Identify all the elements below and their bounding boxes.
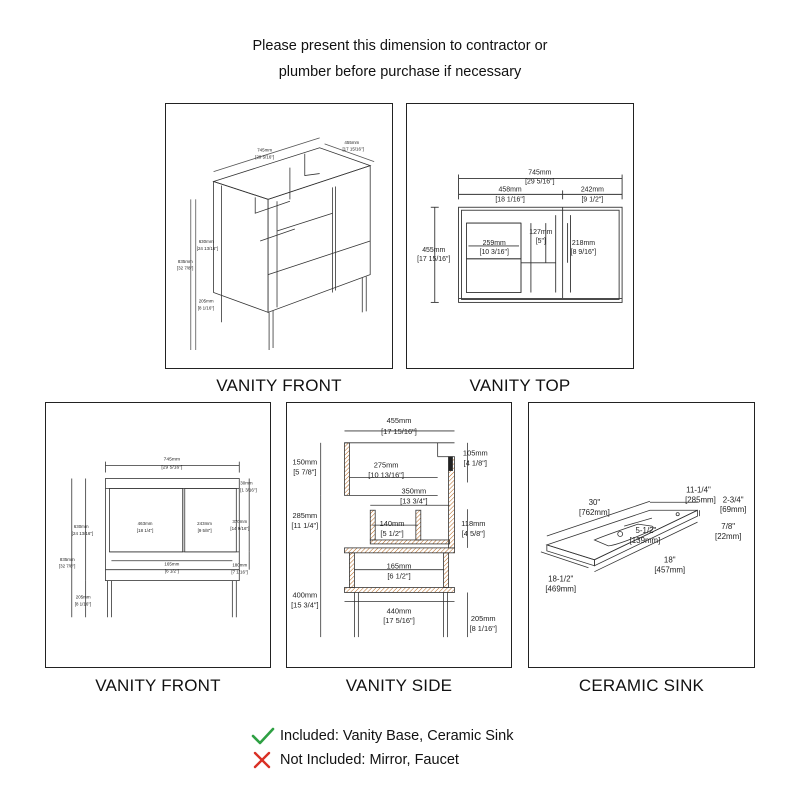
side-j-in: [17 5/16"] bbox=[383, 616, 415, 626]
top-a-mm: 259mm bbox=[482, 239, 506, 247]
top-b-in: [5"] bbox=[535, 237, 546, 245]
iso-leg-mm: 205mm bbox=[198, 298, 214, 304]
front-width-mm: 745mm bbox=[163, 457, 181, 463]
front-leg-in: [8 1/16"] bbox=[74, 601, 92, 607]
front-width-in: [29 5/16"] bbox=[161, 465, 183, 471]
iso-height1-in: [24 13/16"] bbox=[196, 245, 219, 251]
side-width-in: [17 15/16"] bbox=[381, 426, 417, 436]
panel-ceramic-sink bbox=[528, 402, 755, 668]
sink-depth-total-in: 18-1/2" bbox=[548, 574, 574, 584]
front-b-mm: 165mm bbox=[164, 561, 180, 567]
side-i-mm: 400mm bbox=[292, 590, 318, 600]
iso-height2-in: [32 7/8"] bbox=[176, 265, 194, 271]
side-i-in: [15 3/4"] bbox=[291, 600, 319, 610]
sink-thickness-in: 7/8" bbox=[721, 522, 736, 532]
caption-vanity-top: VANITY TOP bbox=[469, 376, 571, 395]
top-depth-in: [17 15/16"] bbox=[417, 255, 451, 263]
side-g-in: [4 5/8"] bbox=[461, 528, 485, 538]
iso-depth-in: [17 15/16"] bbox=[342, 146, 364, 152]
front-h2-mm: 835mm bbox=[59, 556, 75, 562]
vanity-side-drawing bbox=[287, 403, 511, 667]
front-h2-in: [32 7/8"] bbox=[58, 563, 76, 569]
iso-width-in: [29 5/16"] bbox=[255, 154, 275, 160]
panel-vanity-side bbox=[286, 402, 512, 668]
caption-vanity-side: VANITY SIDE bbox=[345, 676, 453, 695]
front-top-in: [1 3/16"] bbox=[240, 487, 257, 493]
front-d2-mm: 243mm bbox=[197, 521, 213, 527]
sink-height-mm: [69mm] bbox=[720, 505, 747, 515]
front-r2-mm: 180mm bbox=[232, 562, 248, 568]
header-line-1: Please present this dimension to contractor or bbox=[252, 38, 548, 54]
side-b-in: [10 13/16"] bbox=[368, 470, 404, 480]
caption-ceramic-sink: CERAMIC SINK bbox=[578, 676, 705, 695]
sink-basin-width-mm: [457mm] bbox=[654, 565, 686, 575]
sink-bowl-mm: [139mm] bbox=[629, 535, 661, 545]
panel-vanity-front bbox=[45, 402, 271, 668]
top-width-in: [29 5/16"] bbox=[525, 178, 555, 186]
cross-icon bbox=[250, 749, 276, 771]
vanity-top-drawing bbox=[407, 104, 633, 368]
panel-vanity-top bbox=[406, 103, 634, 369]
vanity-isometric-drawing bbox=[166, 104, 392, 368]
legend-included-text: Included: Vanity Base, Ceramic Sink bbox=[280, 728, 514, 744]
side-e-in: [11 1/4"] bbox=[291, 521, 319, 531]
side-c-in: [4 1/8"] bbox=[463, 458, 487, 468]
side-k-mm: 205mm bbox=[470, 614, 496, 624]
side-d-mm: 350mm bbox=[401, 486, 427, 496]
front-b-in: [6 1/2"] bbox=[164, 568, 179, 574]
side-a-in: [5 7/8"] bbox=[293, 467, 317, 477]
front-r2-in: [7 1/16"] bbox=[231, 569, 248, 575]
front-top-mm: 30mm bbox=[240, 480, 253, 486]
side-h-mm: 165mm bbox=[386, 561, 412, 571]
header-line-2: plumber before purchase if necessary bbox=[278, 64, 522, 80]
front-r1-in: [14 9/16"] bbox=[230, 526, 250, 532]
sink-depth-total-mm: [469mm] bbox=[545, 584, 577, 594]
front-leg-mm: 205mm bbox=[75, 594, 91, 600]
iso-height1-mm: 630mm bbox=[198, 238, 214, 244]
sink-length-mm: [762mm] bbox=[579, 508, 610, 518]
iso-width-mm: 745mm bbox=[257, 147, 273, 153]
sink-depth-in: 11-1/4" bbox=[686, 485, 711, 495]
sink-length-in: 30" bbox=[588, 498, 601, 508]
side-h-in: [6 1/2"] bbox=[387, 571, 411, 581]
side-g-mm: 118mm bbox=[461, 519, 486, 529]
sink-basin-width-in: 18" bbox=[663, 555, 676, 565]
iso-height2-mm: 835mm bbox=[177, 258, 193, 264]
front-d1-in: [18 1/4"] bbox=[136, 528, 154, 534]
top-b-mm: 127mm bbox=[529, 229, 553, 237]
side-k-in: [8 1/16"] bbox=[469, 624, 497, 634]
caption-vanity-front-iso: VANITY FRONT bbox=[216, 376, 342, 395]
top-left-in: [18 1/16"] bbox=[495, 196, 525, 204]
top-right-in: [9 1/2"] bbox=[581, 196, 604, 204]
top-depth-mm: 455mm bbox=[422, 246, 446, 254]
top-a-in: [10 3/16"] bbox=[479, 248, 509, 256]
caption-vanity-front: VANITY FRONT bbox=[95, 676, 221, 695]
ceramic-sink-drawing bbox=[529, 403, 754, 667]
side-e-mm: 285mm bbox=[292, 511, 318, 521]
side-f-in: [5 1/2"] bbox=[380, 528, 404, 538]
iso-leg-in: [8 1/16"] bbox=[197, 305, 215, 311]
check-icon bbox=[250, 725, 276, 747]
side-b-mm: 275mm bbox=[373, 460, 399, 470]
top-right-mm: 242mm bbox=[580, 186, 604, 194]
front-d2-in: [9 5/8"] bbox=[197, 528, 212, 534]
sink-thickness-mm: [22mm] bbox=[715, 531, 742, 541]
side-f-mm: 140mm bbox=[379, 519, 405, 529]
legend-not-included-text: Not Included: Mirror, Faucet bbox=[280, 752, 459, 768]
top-c-in: [8 9/16"] bbox=[570, 248, 597, 256]
side-a-mm: 150mm bbox=[292, 457, 318, 467]
top-width-mm: 745mm bbox=[528, 169, 552, 177]
legend-included bbox=[250, 725, 513, 747]
panel-vanity-front-isometric bbox=[165, 103, 393, 369]
sink-depth-mm: [285mm] bbox=[685, 495, 716, 505]
side-d-in: [13 3/4"] bbox=[400, 496, 428, 506]
vanity-front-drawing bbox=[46, 403, 270, 667]
top-left-mm: 458mm bbox=[498, 186, 522, 194]
top-c-mm: 218mm bbox=[571, 239, 595, 247]
legend-not-included bbox=[250, 749, 459, 771]
iso-depth-mm: 455mm bbox=[344, 139, 360, 145]
front-h1-in: [24 13/16"] bbox=[71, 531, 94, 536]
side-j-mm: 440mm bbox=[386, 606, 412, 616]
front-h1-mm: 630mm bbox=[73, 524, 89, 530]
side-c-mm: 105mm bbox=[462, 448, 488, 458]
sink-bowl-in: 5-1/2" bbox=[635, 526, 657, 536]
side-width-mm: 455mm bbox=[386, 416, 412, 425]
front-r1-mm: 370mm bbox=[232, 519, 248, 525]
front-d1-mm: 463mm bbox=[137, 521, 153, 527]
sink-height-in: 2-3/4" bbox=[722, 495, 744, 505]
